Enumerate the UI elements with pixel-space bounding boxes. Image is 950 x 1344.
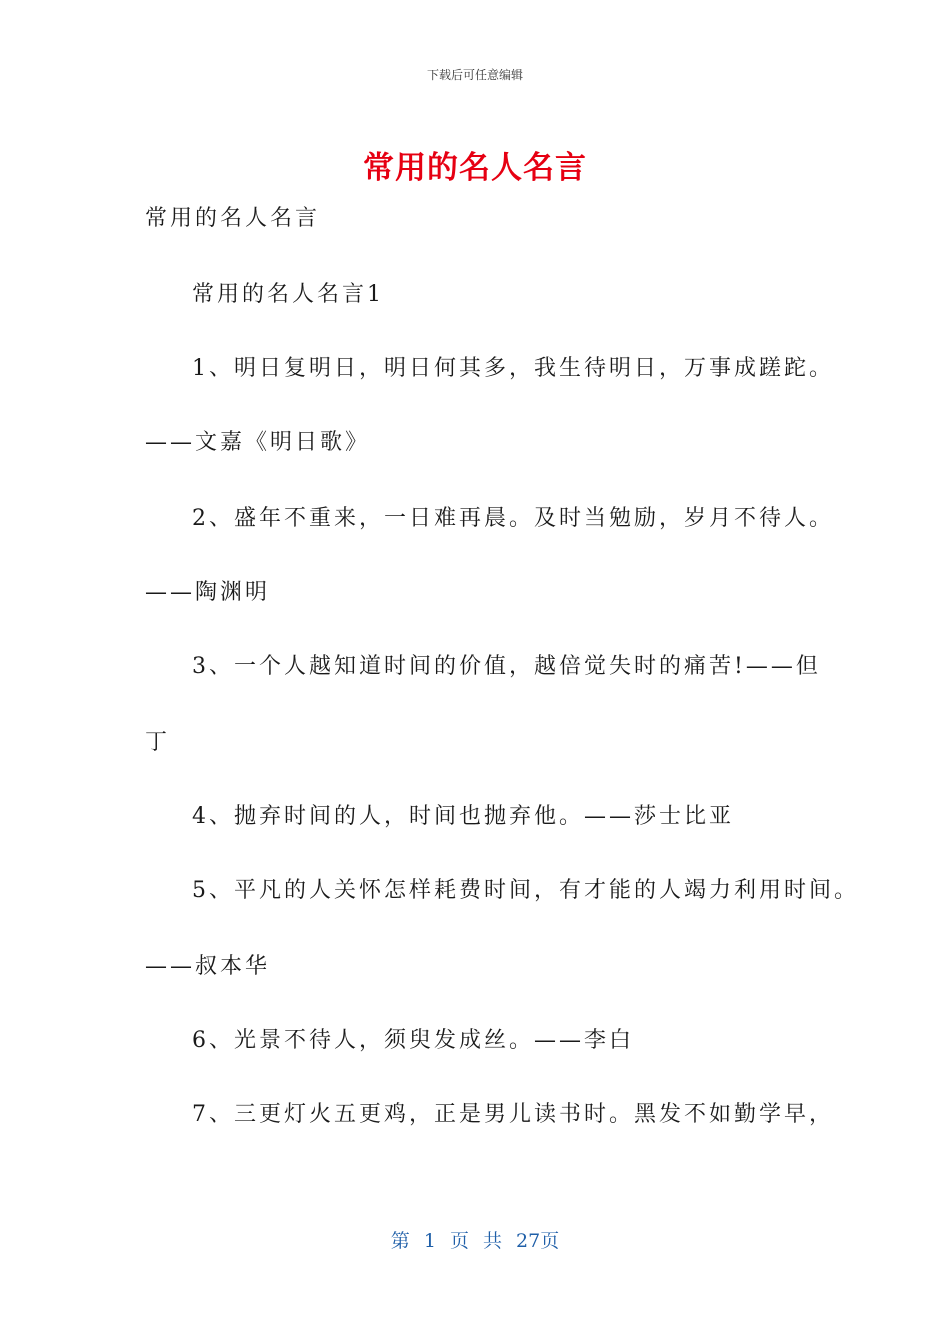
quote-line-7: 7、三更灯火五更鸡，正是男儿读书时。黑发不如勤学早，: [192, 1102, 834, 1127]
section-heading: 常用的名人名言1: [192, 282, 384, 307]
quote-line-6: 6、光景不待人，须臾发成丝。——李白: [192, 1028, 634, 1053]
quote-attribution-1: ——文嘉《明日歌》: [145, 430, 371, 455]
quote-line-3: 3、一个人越知道时间的价值，越倍觉失时的痛苦!——但: [192, 654, 821, 679]
quote-attribution-2: ——陶渊明: [145, 580, 271, 605]
subtitle-line: 常用的名人名言: [145, 206, 321, 231]
quote-line-1: 1、明日复明日，明日何其多，我生待明日，万事成蹉跎。: [192, 356, 834, 381]
quote-line-2: 2、盛年不重来，一日难再晨。及时当勉励，岁月不待人。: [192, 506, 834, 531]
quote-line-4: 4、抛弃时间的人，时间也抛弃他。——莎士比亚: [192, 804, 734, 829]
quote-attribution-5: ——叔本华: [145, 954, 271, 979]
page-number-footer: 第 1 页 共 27页: [390, 1230, 560, 1252]
quote-line-5: 5、平凡的人关怀怎样耗费时间，有才能的人竭力利用时间。: [192, 878, 859, 903]
quote-line-3-cont: 丁: [145, 730, 171, 755]
document-title: 常用的名人名言: [363, 150, 587, 186]
page-header-note: 下载后可任意编辑: [426, 68, 523, 82]
